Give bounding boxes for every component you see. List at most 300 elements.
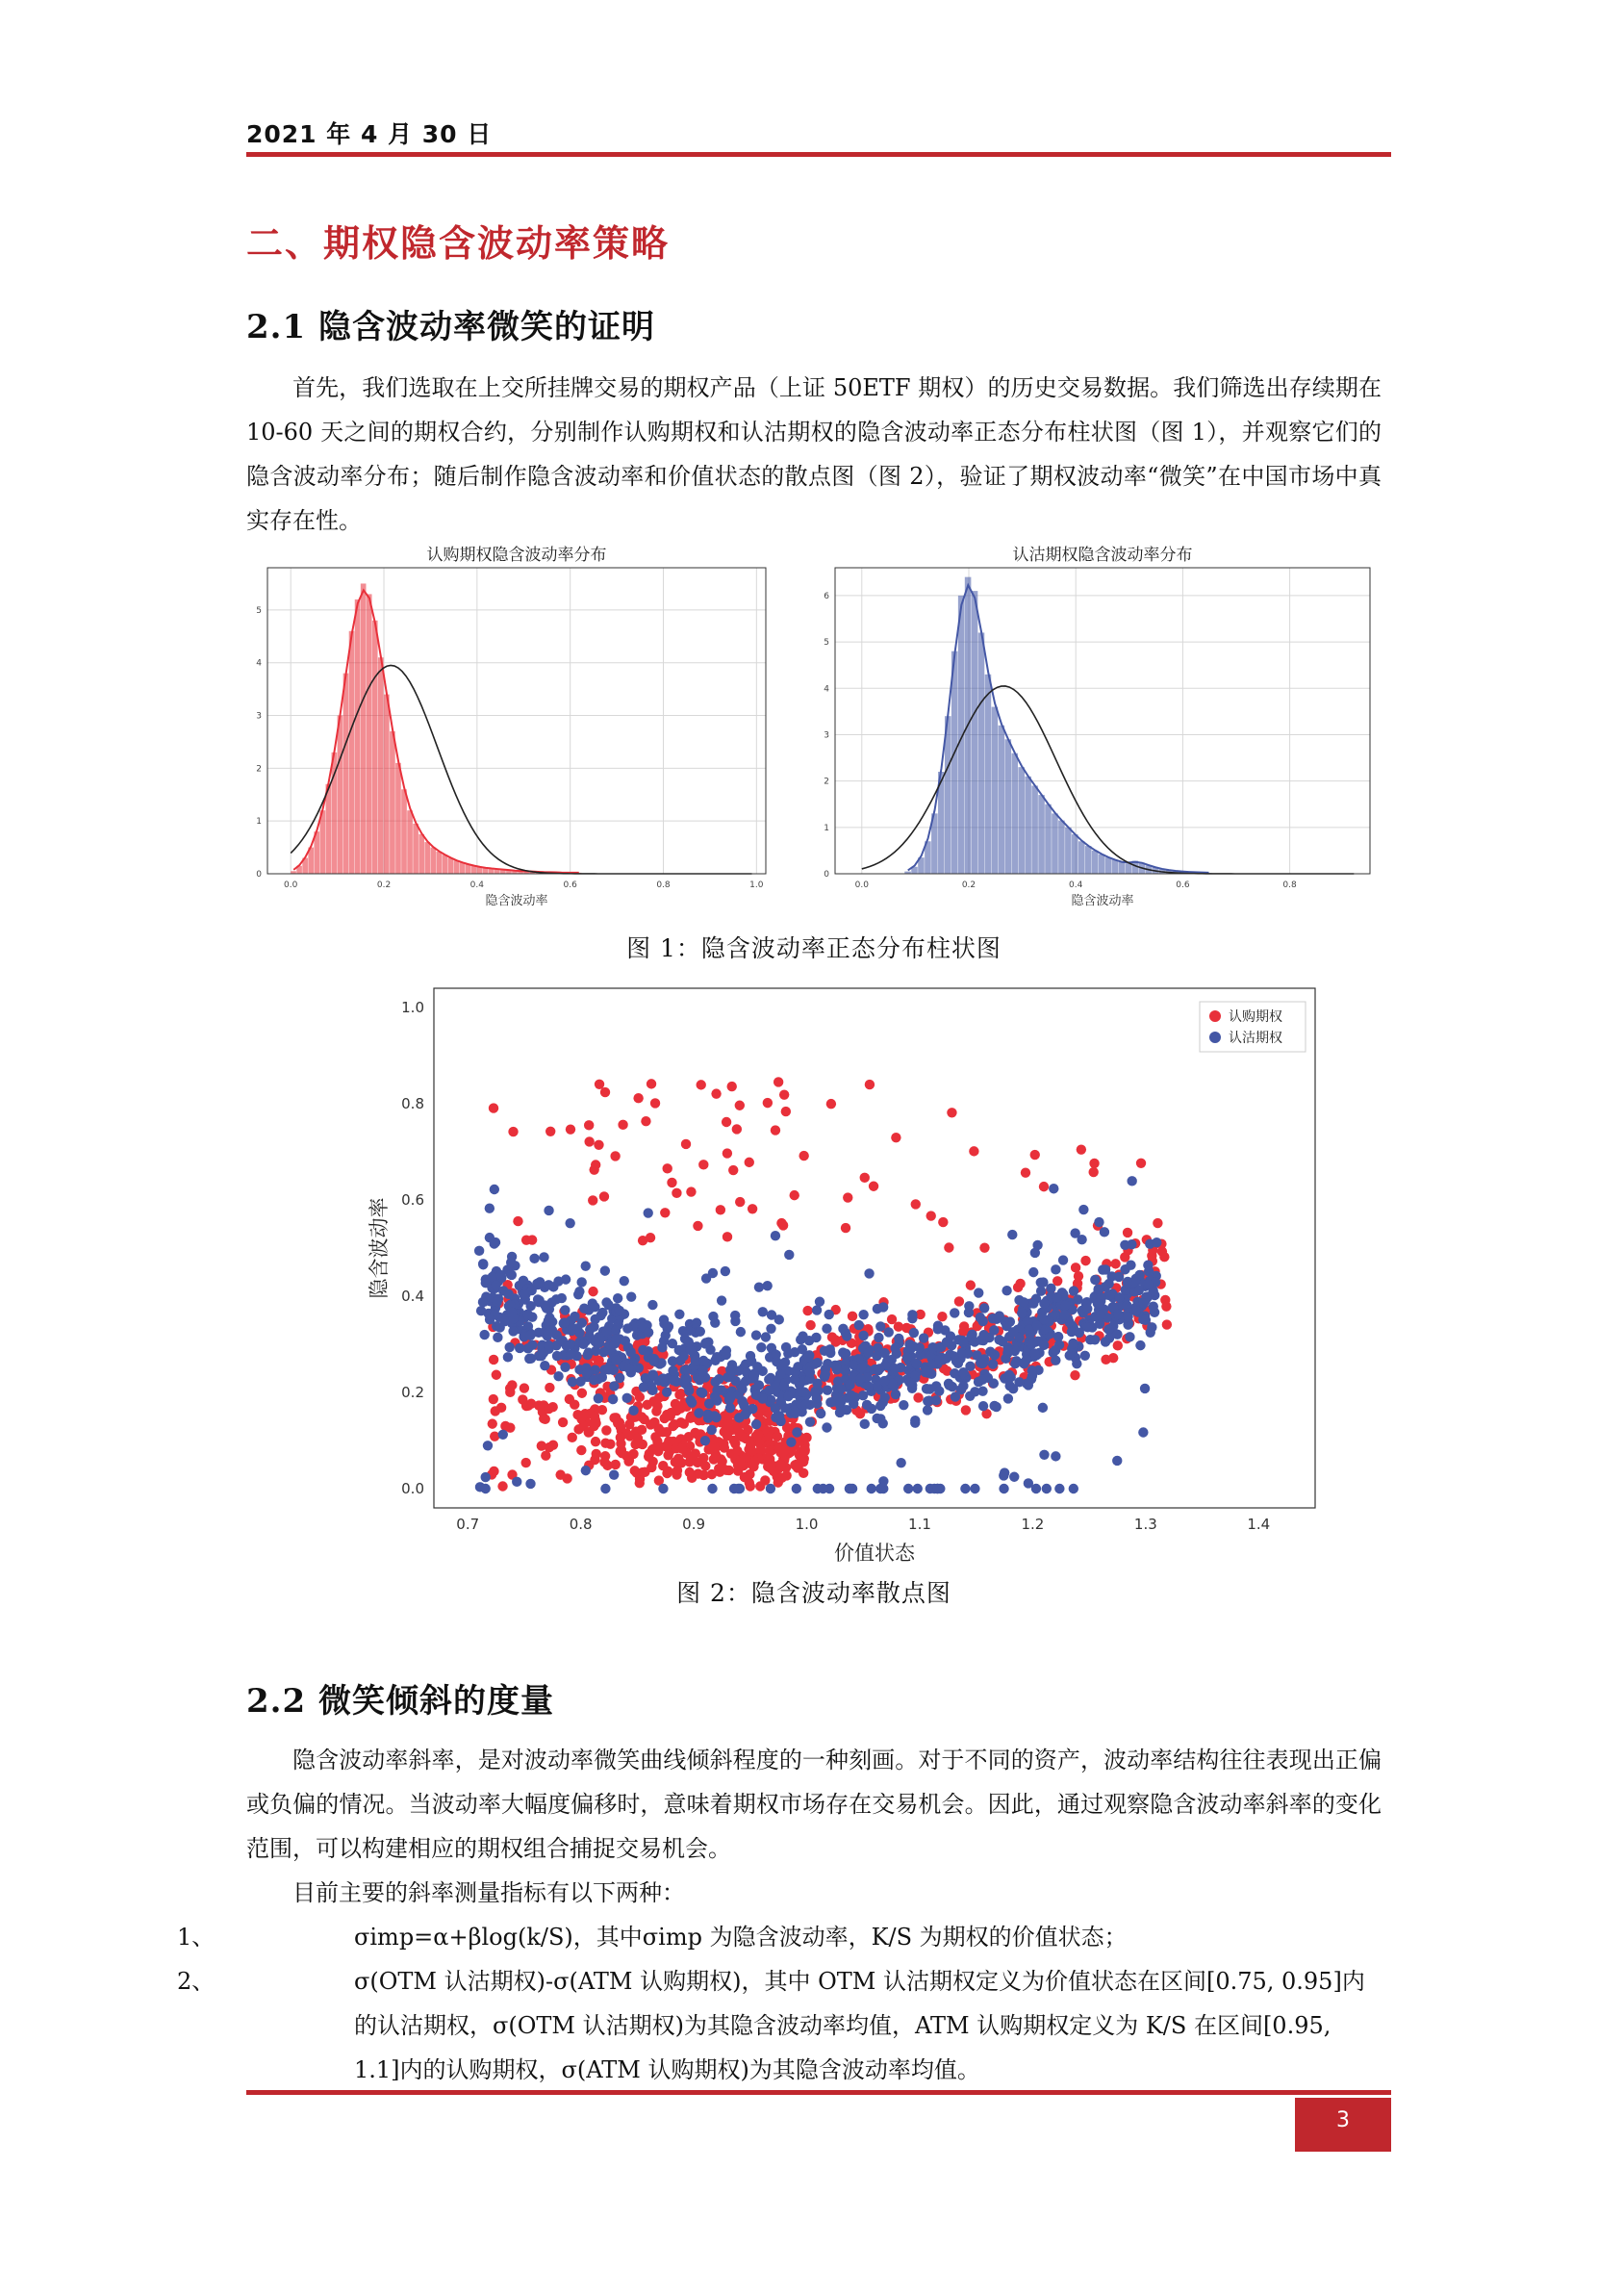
- section-title: 二、期权隐含波动率策略: [246, 221, 671, 265]
- y-tick-label: 0: [256, 870, 262, 880]
- data-point: [700, 1339, 710, 1348]
- data-point: [891, 1133, 900, 1142]
- data-point: [875, 1364, 884, 1373]
- data-point: [1060, 1301, 1070, 1311]
- data-point: [754, 1282, 764, 1291]
- histogram-bar: [355, 600, 361, 874]
- data-point: [822, 1422, 831, 1432]
- data-point: [846, 1390, 855, 1400]
- data-point: [544, 1340, 553, 1350]
- data-point: [978, 1358, 988, 1367]
- data-point: [700, 1436, 710, 1445]
- data-point: [522, 1310, 532, 1319]
- data-point: [891, 1390, 900, 1399]
- data-point: [574, 1287, 584, 1296]
- data-point: [733, 1484, 743, 1493]
- y-tick-label: 3: [256, 711, 262, 722]
- data-point: [1123, 1312, 1132, 1321]
- data-point: [841, 1349, 850, 1359]
- data-point: [644, 1208, 653, 1217]
- data-point: [674, 1310, 684, 1319]
- data-point: [1159, 1252, 1169, 1262]
- data-point: [855, 1409, 865, 1418]
- data-point: [527, 1235, 537, 1244]
- data-point: [692, 1318, 701, 1328]
- data-point: [662, 1468, 672, 1478]
- data-point: [923, 1405, 932, 1415]
- data-point: [1003, 1345, 1013, 1355]
- histogram-bar: [1058, 821, 1065, 874]
- data-point: [1070, 1228, 1079, 1237]
- data-point: [698, 1356, 708, 1365]
- histogram-bar: [992, 707, 999, 874]
- data-point: [1094, 1217, 1103, 1227]
- data-point: [1008, 1384, 1018, 1393]
- data-point: [579, 1303, 589, 1313]
- data-point: [1162, 1319, 1172, 1329]
- data-point: [775, 1369, 785, 1379]
- data-point: [843, 1192, 852, 1202]
- data-point: [933, 1324, 943, 1334]
- data-point: [922, 1366, 931, 1376]
- legend-marker-put: [1209, 1032, 1221, 1043]
- data-point: [590, 1314, 599, 1324]
- data-point: [681, 1365, 691, 1374]
- data-point: [594, 1393, 603, 1403]
- data-point: [753, 1430, 763, 1440]
- histogram-bar: [1025, 777, 1031, 874]
- figure-1-histograms: [246, 541, 1382, 926]
- data-point: [880, 1392, 890, 1402]
- data-point: [932, 1484, 942, 1493]
- data-point: [1052, 1292, 1061, 1302]
- data-point: [765, 1386, 774, 1395]
- data-point: [938, 1217, 948, 1227]
- data-point: [635, 1392, 645, 1402]
- data-point: [697, 1388, 707, 1397]
- histogram-bar: [1105, 857, 1112, 874]
- data-point: [643, 1400, 652, 1410]
- data-point: [611, 1355, 621, 1365]
- data-point: [979, 1242, 989, 1252]
- data-point: [824, 1310, 834, 1319]
- data-point: [1112, 1329, 1122, 1339]
- data-point: [729, 1436, 739, 1445]
- plot-frame: [434, 988, 1315, 1508]
- data-point: [950, 1308, 959, 1317]
- data-point: [805, 1416, 815, 1426]
- data-point: [647, 1463, 656, 1472]
- data-point: [751, 1330, 761, 1339]
- y-tick-label: 1: [824, 823, 829, 833]
- data-point: [922, 1384, 931, 1393]
- data-point: [1089, 1159, 1099, 1168]
- data-point: [964, 1301, 974, 1311]
- data-point: [766, 1484, 775, 1493]
- data-point: [560, 1363, 570, 1372]
- data-point: [1051, 1264, 1060, 1274]
- histogram-bar: [407, 810, 413, 874]
- figure-1-caption: 图 1：隐含波动率正态分布柱状图: [626, 934, 1002, 962]
- data-point: [732, 1124, 742, 1134]
- data-point: [684, 1386, 694, 1395]
- data-point: [977, 1386, 987, 1395]
- data-point: [995, 1311, 1004, 1320]
- data-point: [1082, 1322, 1092, 1332]
- data-point: [800, 1399, 810, 1409]
- data-point: [798, 1387, 807, 1396]
- data-point: [773, 1077, 783, 1086]
- data-point: [951, 1391, 960, 1401]
- x-tick-label: 0.0: [854, 880, 869, 890]
- data-point: [773, 1432, 782, 1441]
- paragraph-text: 隐含波动率斜率，是对波动率微笑曲线倾斜程度的一种刻画。对于不同的资产，波动率结构往往表现出正偏或负偏的情况。当波动率大幅度偏移时，意味着期权市场存在交易机会。因此，通过观察隐含波动率斜率的变化范围，可以构建相应的期权组合捕捉交易机会。: [246, 1747, 1382, 1862]
- data-point: [672, 1188, 681, 1198]
- data-point: [1127, 1176, 1136, 1186]
- data-point: [673, 1454, 683, 1464]
- data-point: [723, 1419, 732, 1429]
- data-point: [958, 1367, 968, 1377]
- data-point: [1082, 1304, 1092, 1314]
- data-point: [505, 1422, 515, 1432]
- data-point: [678, 1351, 688, 1361]
- data-point: [588, 1195, 597, 1205]
- list-text: σ(OTM 认沽期权)-σ(ATM 认购期权)，其中 OTM 认沽期权定义为价值状态在区间[0.75, 0.95]内的认沽期权，σ(OTM 认沽期权)为其隐含波动率均值，ATM 认购期权定义为 K/S 在区间[0.95, 1.1]内的认购期权，σ(ATM 认购期权)为其隐含波动率均值。: [354, 1968, 1365, 2083]
- histogram-bar: [1072, 834, 1078, 874]
- data-point: [792, 1484, 801, 1493]
- y-tick-label: 1.0: [401, 999, 424, 1016]
- data-point: [942, 1337, 951, 1346]
- data-point: [1152, 1237, 1161, 1247]
- data-point: [1051, 1355, 1060, 1365]
- data-point: [584, 1136, 594, 1146]
- data-point: [620, 1276, 629, 1286]
- data-point: [536, 1351, 545, 1361]
- data-point: [716, 1205, 725, 1214]
- data-point: [989, 1401, 999, 1411]
- data-point: [588, 1287, 597, 1296]
- data-point: [1125, 1332, 1134, 1341]
- data-point: [756, 1444, 766, 1454]
- data-point: [856, 1364, 866, 1373]
- data-point: [786, 1438, 796, 1447]
- data-point: [879, 1376, 889, 1386]
- data-point: [576, 1277, 586, 1287]
- data-point: [841, 1223, 850, 1233]
- histogram-bar: [395, 763, 401, 874]
- data-point: [682, 1374, 692, 1384]
- data-point: [604, 1365, 614, 1374]
- data-point: [525, 1479, 535, 1489]
- data-point: [746, 1441, 755, 1450]
- data-point: [909, 1328, 919, 1338]
- data-point: [735, 1197, 745, 1207]
- data-point: [660, 1208, 670, 1217]
- subsection-title-2-2: 2.2 微笑倾斜的度量: [246, 1682, 554, 1721]
- data-point: [686, 1186, 696, 1196]
- data-point: [1069, 1484, 1078, 1493]
- y-tick-label: 5: [256, 605, 262, 616]
- data-point: [723, 1232, 732, 1241]
- data-point: [1051, 1345, 1060, 1355]
- data-point: [758, 1307, 768, 1316]
- data-point: [553, 1276, 563, 1286]
- list-number: 1、: [177, 1924, 216, 1951]
- data-point: [812, 1393, 822, 1403]
- data-point: [969, 1146, 978, 1156]
- data-point: [937, 1312, 947, 1321]
- data-point: [599, 1191, 609, 1201]
- data-point: [590, 1302, 599, 1312]
- y-tick-label: 3: [824, 730, 829, 741]
- data-point: [628, 1406, 638, 1416]
- data-point: [1021, 1168, 1030, 1178]
- data-point: [1071, 1263, 1080, 1272]
- data-point: [589, 1164, 598, 1174]
- data-point: [577, 1389, 587, 1398]
- data-point: [899, 1400, 908, 1410]
- data-point: [766, 1464, 775, 1473]
- data-point: [508, 1326, 518, 1336]
- data-point: [733, 1460, 743, 1469]
- data-point: [1093, 1285, 1103, 1294]
- x-tick-label: 1.3: [1133, 1516, 1157, 1533]
- histogram-bar: [978, 632, 985, 874]
- data-point: [1080, 1256, 1090, 1265]
- data-point: [534, 1400, 544, 1410]
- data-point: [641, 1116, 650, 1126]
- data-point: [988, 1359, 998, 1368]
- data-point: [1103, 1324, 1113, 1334]
- data-point: [730, 1316, 740, 1326]
- data-point: [967, 1330, 976, 1339]
- data-point: [609, 1381, 619, 1390]
- data-point: [1100, 1227, 1109, 1237]
- data-point: [670, 1419, 679, 1429]
- data-point: [541, 1451, 550, 1461]
- list-text: σimp=α+βlog(k/S)，其中σimp 为隐含波动率，K/S 为期权的价值状态；: [354, 1924, 1128, 1951]
- data-point: [558, 1417, 568, 1427]
- data-point: [816, 1409, 825, 1418]
- data-point: [710, 1377, 720, 1387]
- data-point: [686, 1452, 696, 1462]
- data-point: [1042, 1484, 1052, 1493]
- data-point: [490, 1431, 499, 1441]
- page-number: 3: [1295, 2098, 1391, 2152]
- data-point: [505, 1342, 515, 1352]
- subsection-title-2-1: 2.1 隐含波动率微笑的证明: [246, 308, 655, 346]
- histogram-bar: [378, 657, 384, 874]
- data-point: [595, 1080, 604, 1089]
- data-point: [907, 1310, 917, 1319]
- data-point: [480, 1472, 490, 1482]
- data-point: [867, 1484, 876, 1493]
- data-point: [717, 1295, 726, 1305]
- header-divider: [246, 152, 1391, 157]
- data-point: [551, 1294, 561, 1304]
- data-point: [1120, 1252, 1129, 1262]
- data-point: [497, 1481, 507, 1491]
- data-point: [553, 1371, 563, 1381]
- data-point: [915, 1342, 925, 1352]
- data-point: [737, 1384, 747, 1393]
- data-point: [693, 1468, 702, 1478]
- data-point: [601, 1326, 611, 1336]
- histogram-bar: [443, 855, 448, 874]
- data-point: [1101, 1337, 1110, 1346]
- data-point: [923, 1396, 932, 1406]
- x-tick-label: 1.4: [1247, 1516, 1271, 1533]
- data-point: [559, 1317, 569, 1327]
- data-point: [764, 1374, 773, 1384]
- data-point: [999, 1484, 1008, 1493]
- data-point: [771, 1350, 780, 1360]
- data-point: [760, 1475, 770, 1485]
- data-point: [540, 1361, 549, 1370]
- data-point: [792, 1459, 801, 1468]
- data-point: [637, 1425, 647, 1435]
- data-point: [1077, 1144, 1086, 1154]
- data-point: [860, 1173, 870, 1183]
- histogram-bar: [436, 852, 442, 874]
- data-point: [507, 1308, 517, 1317]
- histogram-bar: [401, 789, 407, 874]
- x-tick-label: 0.4: [1069, 880, 1083, 890]
- data-point: [1088, 1167, 1098, 1177]
- data-point: [801, 1433, 811, 1442]
- data-point: [725, 1403, 735, 1413]
- y-tick-label: 1: [256, 817, 262, 828]
- data-point: [601, 1425, 611, 1435]
- data-point: [717, 1457, 726, 1467]
- data-point: [1051, 1451, 1060, 1461]
- data-point: [792, 1427, 801, 1437]
- data-point: [771, 1403, 780, 1413]
- data-point: [694, 1408, 703, 1417]
- data-point: [825, 1344, 835, 1354]
- data-point: [491, 1406, 500, 1416]
- data-point: [748, 1204, 757, 1213]
- data-point: [513, 1216, 522, 1226]
- data-point: [1146, 1328, 1155, 1338]
- data-point: [751, 1390, 761, 1399]
- data-point: [1153, 1218, 1162, 1228]
- data-point: [635, 1478, 645, 1488]
- data-point: [779, 1089, 789, 1099]
- data-point: [489, 1394, 498, 1404]
- data-point: [489, 1467, 498, 1476]
- data-point: [650, 1098, 660, 1108]
- x-tick-label: 0.0: [284, 880, 298, 890]
- data-point: [625, 1347, 635, 1357]
- histogram-bar: [1085, 846, 1092, 874]
- data-point: [1027, 1365, 1037, 1375]
- data-point: [811, 1333, 821, 1342]
- data-point: [1014, 1333, 1024, 1342]
- data-point: [489, 1103, 498, 1112]
- data-point: [904, 1377, 914, 1387]
- data-point: [1002, 1286, 1011, 1295]
- data-point: [657, 1342, 667, 1352]
- legend-label-put: 认沽期权: [1229, 1031, 1282, 1046]
- histogram-bar: [1005, 739, 1012, 874]
- data-point: [668, 1365, 677, 1375]
- data-point: [582, 1350, 592, 1360]
- data-point: [1031, 1294, 1041, 1304]
- data-point: [1143, 1279, 1153, 1288]
- data-point: [836, 1384, 846, 1393]
- data-point: [658, 1427, 668, 1437]
- data-point: [746, 1351, 755, 1361]
- data-point: [608, 1394, 618, 1404]
- data-point: [1000, 1467, 1009, 1477]
- x-tick-label: 0.7: [456, 1516, 480, 1533]
- data-point: [1019, 1297, 1028, 1307]
- histogram-bar: [1018, 767, 1025, 874]
- data-point: [503, 1289, 513, 1299]
- data-point: [1080, 1351, 1090, 1361]
- data-point: [543, 1328, 552, 1338]
- data-point: [1027, 1339, 1036, 1349]
- data-point: [591, 1437, 600, 1446]
- data-point: [1144, 1266, 1154, 1276]
- data-point: [594, 1140, 603, 1150]
- data-point: [849, 1399, 858, 1409]
- data-point: [524, 1354, 534, 1364]
- data-point: [621, 1336, 630, 1345]
- data-point: [1141, 1315, 1151, 1325]
- data-point: [492, 1370, 501, 1380]
- figure-2-scatter: [361, 977, 1332, 1578]
- data-point: [771, 1125, 780, 1135]
- data-point: [512, 1477, 521, 1487]
- data-point: [1030, 1248, 1040, 1258]
- data-point: [544, 1404, 553, 1414]
- data-point: [848, 1312, 857, 1321]
- list-number: 2、: [177, 1968, 216, 1995]
- data-point: [894, 1322, 903, 1332]
- data-point: [919, 1333, 928, 1342]
- y-tick-label: 0: [824, 870, 829, 880]
- data-point: [488, 1418, 497, 1428]
- histogram-bar: [1038, 795, 1045, 874]
- data-point: [633, 1093, 643, 1103]
- data-point: [622, 1323, 632, 1333]
- data-point: [1147, 1251, 1156, 1261]
- data-point: [998, 1337, 1007, 1346]
- data-point: [1090, 1335, 1100, 1344]
- histogram-bar: [1065, 828, 1072, 874]
- histogram-bar: [1119, 862, 1126, 874]
- data-point: [581, 1466, 591, 1475]
- data-point: [566, 1124, 575, 1134]
- data-point: [890, 1364, 900, 1373]
- data-point: [779, 1381, 789, 1390]
- data-point: [979, 1303, 989, 1313]
- legend-marker-call: [1209, 1010, 1221, 1022]
- x-tick-label: 0.2: [961, 880, 976, 890]
- data-point: [539, 1252, 548, 1262]
- data-point: [790, 1408, 799, 1417]
- data-point: [1065, 1350, 1075, 1360]
- data-point: [685, 1467, 695, 1477]
- data-point: [832, 1365, 842, 1374]
- data-point: [647, 1300, 657, 1310]
- data-point: [1060, 1310, 1070, 1319]
- data-point: [878, 1476, 888, 1486]
- data-point: [662, 1163, 672, 1173]
- data-point: [1112, 1456, 1122, 1466]
